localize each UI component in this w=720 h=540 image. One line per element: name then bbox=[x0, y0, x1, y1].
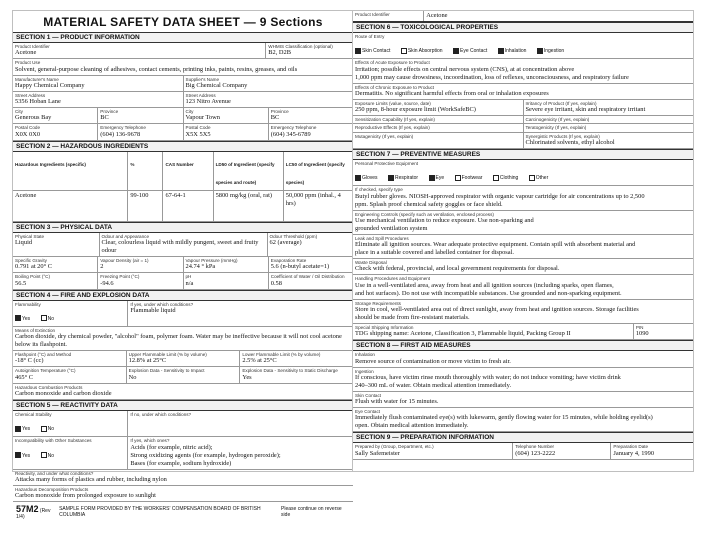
ingredient-column-header: Hazardous Ingredients (specific) bbox=[15, 161, 86, 167]
incompatible-substance: Strong oxidizing agents (for example, hydrogen peroxide); bbox=[130, 451, 281, 459]
supplier-province: BC bbox=[270, 114, 280, 122]
stability-yes-label: Yes bbox=[22, 426, 31, 433]
route-checkbox[interactable] bbox=[453, 48, 459, 54]
eye-contact-label: Eye Contact bbox=[355, 409, 381, 415]
supplier-city-label: City bbox=[185, 109, 194, 115]
msds-page-back bbox=[352, 10, 694, 472]
manufacturer-city-label: City bbox=[15, 109, 23, 115]
flammability-conditions: Flammable liquid bbox=[130, 306, 176, 314]
section-2-heading: SECTION 2 — HAZARDOUS INGREDIENTS bbox=[13, 141, 353, 152]
lc50-column-header: LC50 of Ingredient (specify species) bbox=[285, 161, 345, 185]
impact-sensitivity: No bbox=[128, 373, 137, 381]
ppe-option: Footwear bbox=[461, 175, 483, 182]
manufacturer-city: Generous Bay bbox=[15, 114, 52, 122]
product-use-label: Product Use bbox=[15, 60, 41, 66]
supplier-phone: (604) 345-6789 bbox=[270, 130, 311, 138]
ld50-column-header: LD50 of Ingredient (specify species and route) bbox=[215, 161, 275, 185]
shipping-label: Special Shipping Information bbox=[355, 324, 414, 330]
incompatibility-label: Incompatibility with Other Substances bbox=[15, 438, 92, 444]
ingestion-label: Ingestion bbox=[355, 368, 374, 374]
stability-no-checkbox[interactable] bbox=[41, 426, 47, 432]
handling-label: Handling Procedures and Equipment bbox=[355, 276, 431, 282]
inhalation-label: Inhalation bbox=[355, 352, 375, 358]
ppe-specify-cont: ppm. Splash proof chemical safety goggles or face shield. bbox=[355, 200, 503, 208]
handling: Use in a well-ventilated area, away from heat and all ignition sources (including sparks, open flames, bbox=[355, 281, 614, 289]
form-revision: (Rev 1/4) bbox=[16, 508, 51, 521]
odour-threshold: 62 (average) bbox=[269, 238, 302, 246]
route-option: Skin Contact bbox=[362, 48, 391, 55]
water-oil-label: Coefficient of Water / Oil Distribution bbox=[270, 274, 345, 280]
ingredient-percent: 99-100 bbox=[130, 191, 149, 199]
decomposition-label: Hazardous Decomposition Products bbox=[15, 486, 89, 492]
stability-no-label: No bbox=[47, 426, 55, 433]
product-identifier-label: Product Identifier bbox=[15, 44, 50, 49]
manufacturer-label: Manufacturer's Name bbox=[15, 76, 59, 82]
storage-label: Storage Requirements bbox=[355, 300, 401, 306]
supplier-address-label: Street Address bbox=[185, 92, 216, 98]
supplier-postal: X5X 5X5 bbox=[185, 130, 211, 138]
upper-limit-label: Upper Flammable Limit (% by volume) bbox=[128, 352, 207, 358]
ppe-checkbox[interactable] bbox=[493, 175, 499, 181]
evaporation-rate: 5.6 (n-butyl acetate=1) bbox=[270, 263, 330, 271]
section-5-heading: SECTION 5 — REACTIVITY DATA bbox=[13, 400, 353, 411]
means-of-extinction: Carbon dioxide, dry chemical powder, "alcohol" foam, polymer foam. Water may be ineffective because it will not cool acetone below its flashpoint. bbox=[15, 333, 342, 349]
exposure-limits-label: Exposure Limits (value, source, date) bbox=[355, 100, 431, 106]
ph-value: n/a bbox=[185, 279, 194, 287]
form-code: 57M2 bbox=[16, 504, 39, 515]
odour-label: Odour and Appearance bbox=[101, 233, 150, 239]
route-of-entry-label: Route of Entry bbox=[355, 34, 385, 39]
freezing-point-label: Freezing Point (°C) bbox=[100, 274, 140, 280]
evaporation-rate-label: Evaporation Rate bbox=[270, 257, 307, 263]
static-sensitivity-label: Explosion Data - Sensitivity to Static Discharge bbox=[242, 368, 338, 374]
engineering-controls-cont: grounded ventilation system bbox=[355, 224, 428, 232]
stability-label: Chemical Stability bbox=[15, 411, 52, 417]
flammability-yes-checkbox[interactable] bbox=[15, 315, 21, 321]
water-oil-coefficient: 0.58 bbox=[270, 279, 282, 287]
prepared-by-label: Prepared by (Group, Department, etc.) bbox=[355, 444, 434, 450]
manufacturer-phone: (604) 136-9678 bbox=[100, 130, 141, 138]
vapour-density: 2 bbox=[100, 263, 104, 271]
supplier-postal-label: Postal Code bbox=[185, 125, 211, 131]
incompatibility-no-checkbox[interactable] bbox=[41, 452, 47, 458]
flammability-label: Flammability bbox=[15, 301, 41, 307]
acute-exposure-label: Effects of Acute Exposure to Product bbox=[355, 60, 430, 66]
waste-disposal: Check with federal, provincial, and local government requirements for disposal. bbox=[355, 265, 560, 273]
eye-contact-aid: Immediately flush contaminated eye(s) with lukewarm, gently flowing water for 15 minutes, while holding eyelid(s) bbox=[355, 414, 653, 422]
product-label-back: Product Identifier bbox=[355, 12, 390, 17]
ppe-specify-label: If checked, specify type bbox=[355, 187, 403, 193]
footer-notice: SAMPLE FORM PROVIDED BY THE WORKERS' COMPENSATION BOARD OF BRITISH COLUMBIA bbox=[59, 506, 261, 519]
flammability-no-checkbox[interactable] bbox=[41, 315, 47, 321]
combustion-products-label: Hazardous Combustion Products bbox=[15, 384, 83, 390]
autoignition-temperature: 465° C bbox=[15, 373, 34, 381]
decomposition-products: Carbon monoxide from prolonged exposure to sunlight bbox=[15, 492, 156, 500]
product-use: Solvent, general-purpose cleaning of adhesives, contact cements, printing inks, paints, resins, greases, and oils bbox=[15, 65, 298, 73]
preparation-date: January 4, 1990 bbox=[613, 449, 655, 457]
section-7-heading: SECTION 7 — PREVENTIVE MEASURES bbox=[353, 149, 693, 160]
extinction-label: Means of Extinction bbox=[15, 327, 56, 333]
ingredient-lc50: 50,000 ppm (inhal., 4 hrs) bbox=[285, 191, 341, 207]
section-3-heading: SECTION 3 — PHYSICAL DATA bbox=[13, 222, 353, 233]
product-back: Acetone bbox=[426, 12, 448, 19]
physical-state: Liquid bbox=[15, 238, 33, 246]
storage: Store in cool, well-ventilated area out of direct sunlight, away from heat and ignition sources. Storage facilities bbox=[355, 305, 639, 313]
document-title: MATERIAL SAFETY DATA SHEET — 9 Sections bbox=[43, 15, 323, 29]
manufacturer-postal: X0X 0X0 bbox=[15, 130, 41, 138]
manufacturer-postal-label: Postal Code bbox=[15, 125, 41, 131]
incompatible-substance: Bases (for example, sodium hydroxide) bbox=[130, 459, 232, 467]
ppe-checkbox[interactable] bbox=[529, 175, 535, 181]
chronic-effects: Dermatitis. No significant harmful effects from oral or inhalation exposures bbox=[355, 89, 549, 97]
lower-limit-label: Lower Flammable Limit (% by volume) bbox=[242, 352, 321, 358]
incompatibility-which-label: If yes, which ones? bbox=[130, 438, 170, 444]
telephone-label: Telephone Number bbox=[515, 444, 555, 450]
upper-flammable-limit: 12.8% at 25°C bbox=[128, 357, 167, 365]
specific-gravity: 0.791 at 20° C bbox=[15, 263, 52, 271]
product-identifier: Acetone bbox=[15, 49, 37, 57]
ppe-option: Clothing bbox=[499, 175, 519, 182]
prepared-by: Sally Safemeister bbox=[355, 449, 400, 457]
synergistic-products: Chlorinated solvents, ethyl alcohol bbox=[525, 138, 615, 146]
combustion-products: Carbon monoxide and carbon dioxide bbox=[15, 389, 112, 397]
boiling-point-label: Boiling Point (°C) bbox=[15, 274, 51, 280]
ingredient-cas: 67-64-1 bbox=[165, 191, 186, 199]
manufacturer-province-label: Province bbox=[100, 109, 119, 115]
vapour-pressure-label: Vapour Pressure (mmHg) bbox=[185, 257, 238, 263]
ppe-checkbox[interactable] bbox=[429, 175, 435, 181]
route-checkbox[interactable] bbox=[355, 48, 361, 54]
eye-contact-aid-cont: open. Obtain medical attention immediately. bbox=[355, 422, 469, 430]
specific-gravity-label: Specific Gravity bbox=[15, 257, 47, 263]
ingredient-ld50: 5800 mg/kg (oral, rat) bbox=[215, 191, 273, 199]
ppe-specify: Butyl rubber gloves. NIOSH-approved respirator with organic vapour cartridge for air concentrations up to 2,500 bbox=[355, 192, 645, 200]
route-option: Eye Contact bbox=[460, 48, 488, 55]
continue-notice: Please continue on reverse side bbox=[281, 506, 342, 519]
ppe-option: Other bbox=[535, 175, 549, 182]
synergistic-label: Synergistic Products (If yes, explain) bbox=[525, 133, 600, 139]
section-1-heading: SECTION 1 — PRODUCT INFORMATION bbox=[13, 32, 353, 43]
route-checkbox[interactable] bbox=[537, 48, 543, 54]
freezing-point: -94.6 bbox=[100, 279, 114, 287]
storage-cont: should be made from fire-resistant materials. bbox=[355, 313, 470, 321]
supplier-name: Big Chemical Company bbox=[185, 81, 248, 89]
stability-conditions-label: If no, under which conditions? bbox=[130, 411, 192, 417]
mutagenicity-label: Mutagenicity (If yes, explain) bbox=[355, 133, 414, 139]
route-checkbox[interactable] bbox=[498, 48, 504, 54]
ingestion-aid: If conscious, have victim rinse mouth thoroughly with water; do not induce vomiting; have victim drink bbox=[355, 373, 621, 381]
vapour-density-label: Vapour Density (air = 1) bbox=[100, 257, 149, 263]
ppe-checkbox[interactable] bbox=[455, 175, 461, 181]
flammability-yes-label: Yes bbox=[22, 315, 31, 322]
supplier-label: Supplier's Name bbox=[185, 76, 220, 82]
supplier-city: Vapour Town bbox=[185, 114, 220, 122]
whmis-classification: B2, D2B bbox=[268, 49, 291, 57]
static-sensitivity: Yes bbox=[242, 373, 252, 381]
supplier-address: 123 Nitro Avenue bbox=[185, 98, 231, 106]
odour-appearance: Clear, colourless liquid with mildly pungent, sweet and fruity odour bbox=[101, 238, 259, 254]
ppe-checkbox[interactable] bbox=[355, 175, 361, 181]
leak-spill-cont: place in a suitable covered and labelled container for disposal. bbox=[355, 249, 514, 257]
msds-page-front bbox=[12, 10, 354, 521]
ingestion-aid-cont: 240–300 mL of water. Obtain medical attention immediately. bbox=[355, 381, 512, 389]
pin-number: 1090 bbox=[635, 330, 649, 338]
ppe-option: Gloves bbox=[362, 175, 378, 182]
chronic-exposure-label: Effects of Chronic Exposure to Product bbox=[355, 84, 435, 90]
teratogenicity-label: Teratogenicity (If yes, explain) bbox=[525, 125, 587, 131]
whmis-label: WHMIS Classification (optional) bbox=[268, 44, 333, 49]
manufacturer-address: 5356 Hoban Lane bbox=[15, 98, 61, 106]
autoignition-label: Autoignition Temperature (°C) bbox=[15, 368, 76, 374]
section-6-heading: SECTION 6 — TOXICOLOGICAL PROPERTIES bbox=[353, 22, 693, 33]
incompatibility-yes-checkbox[interactable] bbox=[15, 452, 21, 458]
supplier-phone-label: Emergency Telephone bbox=[270, 125, 317, 131]
ppe-option: Eye bbox=[435, 175, 445, 182]
impact-sensitivity-label: Explosion Data - Sensitivity to Impact bbox=[128, 368, 205, 374]
shipping-info: TDG shipping name: Acetone, Classification 3, Flammable liquid, Packing Group II bbox=[355, 330, 571, 338]
flammability-conditions-label: If yes, under which conditions? bbox=[130, 301, 194, 307]
cas-column-header: CAS Number bbox=[165, 161, 194, 167]
irritancy: Severe eye irritant, skin and respiratory irritant bbox=[525, 106, 646, 114]
vapour-pressure: 24.74 ° kPa bbox=[185, 263, 216, 271]
incompatibility-yes-label: Yes bbox=[22, 452, 31, 459]
manufacturer-address-label: Street Address bbox=[15, 92, 46, 98]
lower-flammable-limit: 2.5% at 25°C bbox=[242, 357, 277, 365]
engineering-controls: Use mechanical ventilation to reduce exposure. Use non-sparking and bbox=[355, 216, 534, 224]
skin-contact-label: Skin Contact bbox=[355, 392, 382, 398]
skin-contact-aid: Flush with water for 15 minutes. bbox=[355, 398, 439, 406]
ph-label: pH bbox=[185, 274, 192, 280]
manufacturer-phone-label: Emergency Telephone bbox=[100, 125, 146, 131]
stability-yes-checkbox[interactable] bbox=[15, 426, 21, 432]
waste-disposal-label: Waste Disposal bbox=[355, 260, 387, 266]
boiling-point: 56.5 bbox=[15, 279, 27, 287]
pin-label: PIN bbox=[635, 324, 644, 330]
route-option: Skin Absorption bbox=[407, 48, 443, 55]
section-4-heading: SECTION 4 — FIRE AND EXPLOSION DATA bbox=[13, 290, 353, 301]
leak-spill: Eliminate all ignition sources. Wear adequate protective equipment. Contain spill with absorbent material and bbox=[355, 241, 636, 249]
manufacturer-province: BC bbox=[100, 114, 109, 122]
flashpoint: -18° C (cc) bbox=[15, 357, 44, 365]
exposure-limits: 250 ppm, 8-hour exposure limit (WorkSafeBC) bbox=[355, 106, 476, 114]
reproductive-label: Reproductive Effects (If yes, explain) bbox=[355, 125, 430, 131]
ingredient-name: Acetone bbox=[15, 191, 37, 199]
section-9-heading: SECTION 9 — PREPARATION INFORMATION bbox=[353, 432, 693, 443]
reactivity: Attacks many forms of plastics and rubber, including nylon bbox=[15, 475, 167, 483]
incompatibility-no-label: No bbox=[47, 452, 55, 459]
incompatible-substance: Acids (for example, nitric acid); bbox=[130, 443, 213, 451]
supplier-province-label: Province bbox=[270, 109, 289, 115]
percent-column-header: % bbox=[130, 161, 135, 167]
route-option: Ingestion bbox=[543, 48, 565, 55]
ppe-option: Respirator bbox=[395, 175, 419, 182]
route-option: Inhalation bbox=[504, 48, 527, 55]
engineering-controls-label: Engineering Controls (specify such as ventilation, enclosed process) bbox=[355, 211, 494, 217]
odour-threshold-label: Odour Threshold (ppm) bbox=[269, 233, 318, 239]
physical-state-label: Physical State bbox=[15, 233, 45, 239]
flammability-no-label: No bbox=[47, 315, 55, 322]
manufacturer-name: Happy Chemical Company bbox=[15, 81, 85, 89]
route-checkbox[interactable] bbox=[401, 48, 407, 54]
preparation-date-label: Preparation Date bbox=[613, 444, 649, 450]
sensitization-label: Sensitization Capability (If yes, explain) bbox=[355, 117, 435, 123]
ppe-checkbox[interactable] bbox=[388, 175, 394, 181]
section-8-heading: SECTION 8 — FIRST AID MEASURES bbox=[353, 340, 693, 351]
ppe-label: Personal Protective Equipment bbox=[355, 160, 419, 166]
reactivity-label: Reactivity, and under what conditions? bbox=[15, 470, 94, 476]
leak-spill-label: Leak and Spill Procedures bbox=[355, 235, 409, 241]
handling-cont: and hot surfaces). Do not use with incompatible substances. Use grounded and non-sparking equipment. bbox=[355, 289, 622, 297]
acute-effects: Irritation; possible effects on central nervous system (CNS), at at concentration above bbox=[355, 65, 575, 73]
carcinogenicity-label: Carcinogenicity (If yes, explain) bbox=[525, 117, 590, 123]
irritancy-label: Irritancy of Product (If yes, explain) bbox=[525, 100, 597, 106]
flashpoint-label: Flashpoint (°C) and Method bbox=[15, 352, 72, 358]
acute-effects-cont: 1,000 ppm may cause drowsiness, incoordination, loss of reflexes, unconsciousness, and respiratory failure bbox=[355, 73, 629, 81]
inhalation-aid: Remove source of contamination or move victim to fresh air. bbox=[355, 357, 511, 365]
telephone: (604) 123-2222 bbox=[515, 449, 556, 457]
